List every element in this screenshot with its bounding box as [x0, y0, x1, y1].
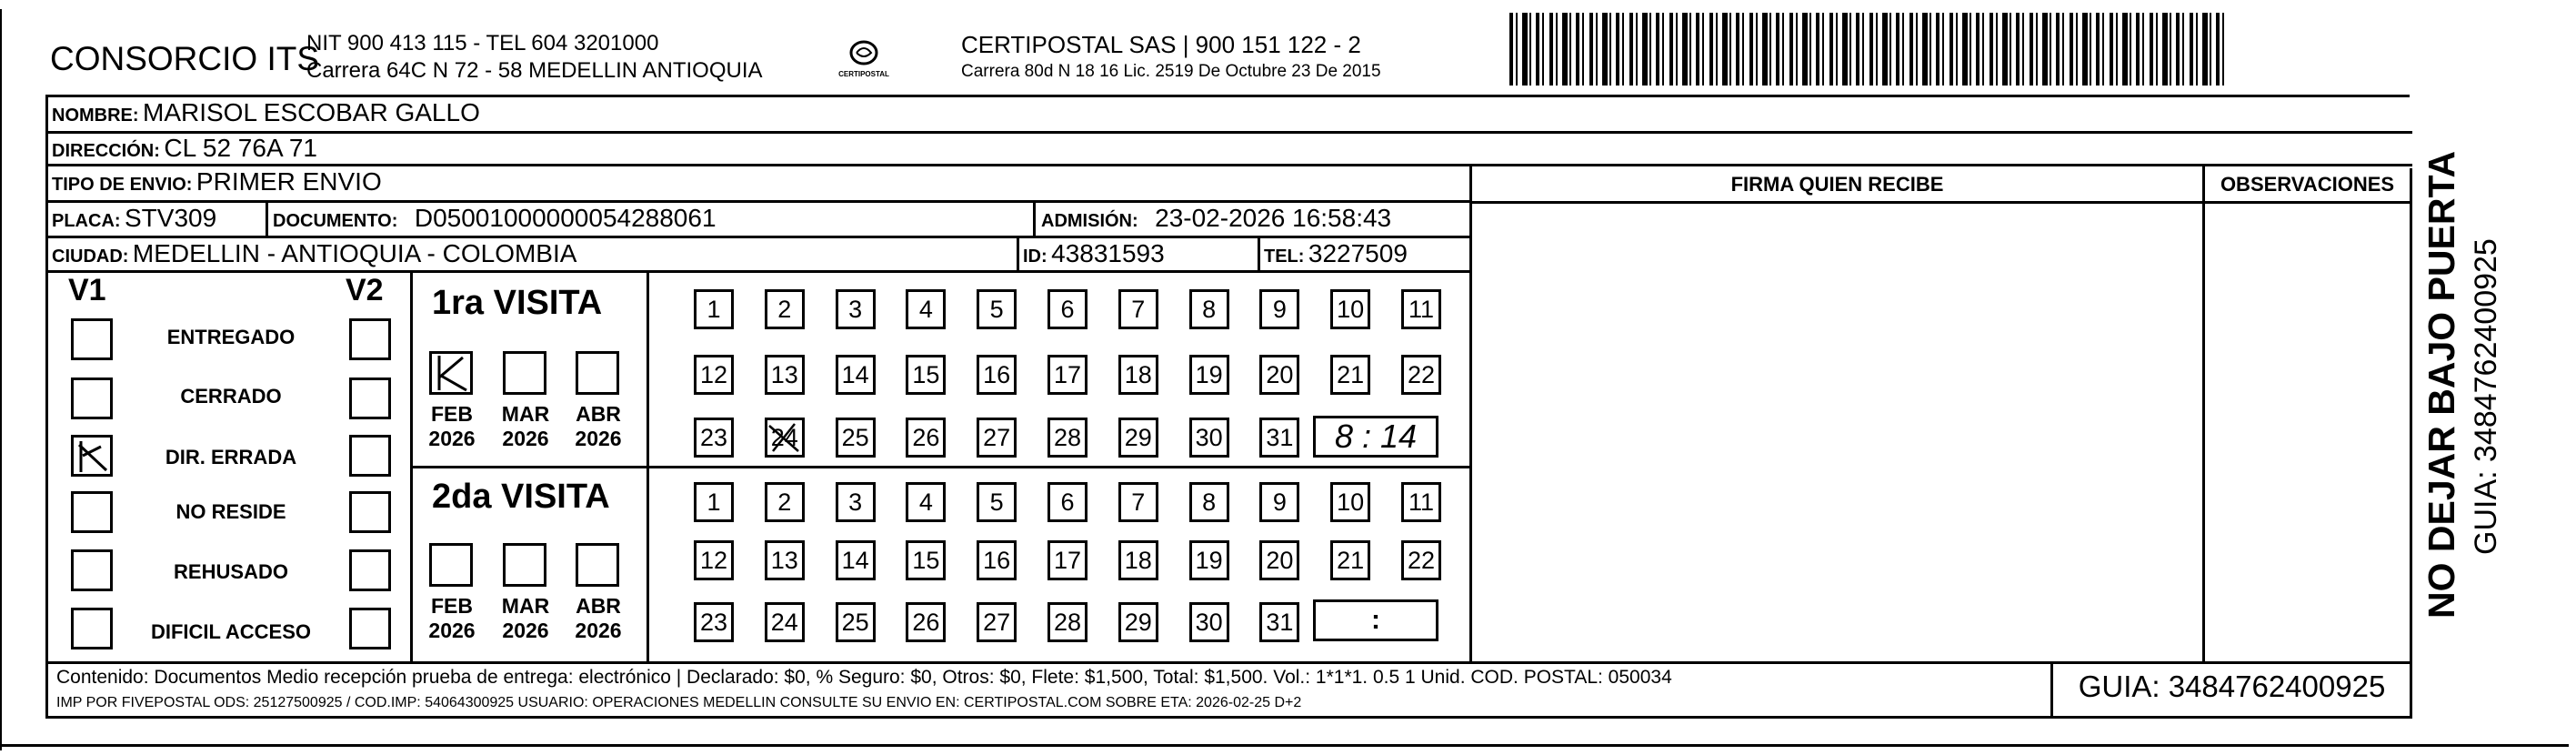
v2-dir-errada-checkbox[interactable]: [349, 435, 391, 477]
visit1-day-14[interactable]: 14: [836, 355, 876, 395]
no-dejar-bajo-puerta-text: NO DEJAR BAJO PUERTA: [2421, 150, 2462, 619]
observaciones-header: OBSERVACIONES: [2220, 173, 2395, 196]
v2-no-reside-checkbox[interactable]: [349, 491, 391, 533]
logo-text: CERTIPOSTAL: [838, 70, 889, 78]
v2-label: V2: [346, 273, 384, 307]
tipo-row: [52, 167, 382, 196]
visit2-day-16[interactable]: 16: [977, 540, 1017, 580]
visit2-day-20[interactable]: 20: [1259, 540, 1299, 580]
v2-dificil-acceso-checkbox[interactable]: [349, 608, 391, 649]
ciudad-value: MEDELLIN - ANTIOQUIA - COLOMBIA: [132, 239, 577, 267]
visit1-day-16[interactable]: 16: [977, 355, 1017, 395]
frame-top: [45, 95, 2410, 97]
visit1-day-3[interactable]: 3: [836, 289, 876, 329]
option-dificil-acceso: DIFICIL ACCESO: [150, 620, 311, 643]
left-edge: [0, 9, 2, 750]
visit2-day-29[interactable]: 29: [1118, 602, 1158, 642]
frame-left: [45, 95, 48, 719]
tel-field: [1264, 239, 1408, 268]
company-nit: NIT 900 413 115 - TEL 604 3201000: [306, 31, 659, 55]
col-header-line: [1469, 201, 2412, 204]
visit2-month-feb-checkbox[interactable]: [429, 543, 473, 587]
visit2-day-31[interactable]: 31: [1259, 602, 1299, 642]
admision-value: 23-02-2026 16:58:43: [1155, 204, 1392, 232]
visit1-day-21[interactable]: 21: [1330, 355, 1370, 395]
direccion-label: DIRECCIÓN:: [52, 141, 160, 161]
visit2-day-4[interactable]: 4: [906, 482, 946, 522]
visit2-day-25[interactable]: 25: [836, 602, 876, 642]
visit1-time-field[interactable]: 8 : 14: [1313, 416, 1438, 458]
admision-field: [1041, 204, 1391, 233]
placa-field: [52, 204, 216, 233]
company-name: CONSORCIO ITS: [50, 40, 320, 77]
visit1-day-11[interactable]: 11: [1401, 289, 1441, 329]
visit-separator: [410, 466, 1471, 468]
v1-dificil-acceso-checkbox[interactable]: [71, 608, 113, 649]
visit2-day-3[interactable]: 3: [836, 482, 876, 522]
visit2-day-2[interactable]: 2: [765, 482, 805, 522]
visit1-day-17[interactable]: 17: [1047, 355, 1088, 395]
row-line-1: [45, 131, 2412, 134]
visit1-month-feb-checkbox[interactable]: [429, 351, 473, 395]
tel-value: 3227509: [1308, 239, 1408, 267]
ciudad-label: CIUDAD:: [52, 247, 129, 267]
documento-label: DOCUMENTO:: [273, 211, 398, 231]
visit2-day-22[interactable]: 22: [1401, 540, 1441, 580]
row-line-2: [45, 164, 2412, 166]
frame-right: [2410, 168, 2412, 719]
direccion-row: [52, 134, 317, 163]
visit2-day-30[interactable]: 30: [1189, 602, 1229, 642]
visit2-day-1[interactable]: 1: [694, 482, 734, 522]
nombre-value: MARISOL ESCOBAR GALLO: [143, 98, 480, 126]
tipo-value: PRIMER ENVIO: [195, 167, 382, 196]
visit2-month-abr-label: ABR 2026: [575, 594, 622, 642]
visit1-day-28[interactable]: 28: [1047, 418, 1088, 458]
visit2-day-27[interactable]: 27: [977, 602, 1017, 642]
visit2-day-18[interactable]: 18: [1118, 540, 1158, 580]
footer-contenido: Contenido: Documentos Medio recepción prueba de entrega: electrónico | Declarado: $0, % Seguro: $0, Otros: $0, Flete: $1,500, Total: $1,500. Vol.: 1*1*1. 0.5 1 Unid. COD. POSTAL: 050034: [56, 667, 1672, 688]
visit1-day-18[interactable]: 18: [1118, 355, 1158, 395]
option-no-reside: NO RESIDE: [175, 500, 286, 523]
v1-dir-errada-check-mark: [74, 438, 110, 474]
id-divider: [1258, 236, 1260, 272]
direccion-value: CL 52 76A 71: [164, 134, 317, 162]
side-guia-text: GUIA: 3484762400925: [2469, 238, 2503, 555]
visit1-month-mar-checkbox[interactable]: [503, 351, 546, 395]
firma-header: FIRMA QUIEN RECIBE: [1730, 173, 1944, 196]
visit2-day-21[interactable]: 21: [1330, 540, 1370, 580]
visit1-day-13[interactable]: 13: [765, 355, 805, 395]
v1-entregado-checkbox[interactable]: [71, 318, 113, 360]
visit1-day-6[interactable]: 6: [1047, 289, 1088, 329]
tipo-label: TIPO DE ENVIO:: [52, 175, 193, 195]
footer-imp: IMP POR FIVEPOSTAL ODS: 25127500925 / COD.IMP: 54064300925 USUARIO: OPERACIONES MEDELLIN CONSULTE SU ENVIO EN: CERTIPOSTAL.COM SOBRE ETA: 2026-02-25 D+2: [56, 695, 1302, 710]
visit1-day-5[interactable]: 5: [977, 289, 1017, 329]
frame-bottom: [45, 716, 2412, 719]
id-label: ID:: [1023, 247, 1047, 267]
visit1-day-10[interactable]: 10: [1330, 289, 1370, 329]
bottom-edge: [0, 744, 2569, 747]
visit2-day-6[interactable]: 6: [1047, 482, 1088, 522]
visit2-month-feb-label: FEB 2026: [428, 594, 476, 642]
visit2-day-11[interactable]: 11: [1401, 482, 1441, 522]
visit1-month-mar-label: MAR 2026: [501, 402, 550, 450]
visit1-month-abr-label: ABR 2026: [575, 402, 622, 450]
visit1-day-8[interactable]: 8: [1189, 289, 1229, 329]
visit1-day-4[interactable]: 4: [906, 289, 946, 329]
visit2-day-13[interactable]: 13: [765, 540, 805, 580]
visit1-month-abr-checkbox[interactable]: [576, 351, 619, 395]
placa-value: STV309: [125, 204, 217, 232]
guia-box-left: [2050, 661, 2053, 716]
company-address: Carrera 64C N 72 - 58 MEDELLIN ANTIOQUIA: [306, 58, 763, 83]
placa-label: PLACA:: [52, 211, 121, 231]
v2-rehusado-checkbox[interactable]: [349, 549, 391, 591]
option-entregado: ENTREGADO: [166, 326, 296, 348]
visit1-day-9[interactable]: 9: [1259, 289, 1299, 329]
visit2-day-5[interactable]: 5: [977, 482, 1017, 522]
guia-box-value: GUIA: 3484762400925: [2078, 669, 2386, 703]
v1-rehusado-checkbox[interactable]: [71, 549, 113, 591]
visit1-day-26[interactable]: 26: [906, 418, 946, 458]
visit2-day-8[interactable]: 8: [1189, 482, 1229, 522]
barcode: [1509, 13, 2228, 86]
visit1-day-30[interactable]: 30: [1189, 418, 1229, 458]
visit1-day-1[interactable]: 1: [694, 289, 734, 329]
option-rehusado: REHUSADO: [174, 560, 288, 583]
visit2-day-10[interactable]: 10: [1330, 482, 1370, 522]
option-cerrado: CERRADO: [180, 385, 282, 408]
visit2-month-mar-label: MAR 2026: [501, 594, 550, 642]
admision-label: ADMISIÓN:: [1041, 211, 1138, 231]
visit2-day-26[interactable]: 26: [906, 602, 946, 642]
visit2-day-17[interactable]: 17: [1047, 540, 1088, 580]
visit2-day-9[interactable]: 9: [1259, 482, 1299, 522]
visit1-day-12[interactable]: 12: [694, 355, 734, 395]
visit1-day-check-mark: [767, 420, 802, 455]
row-line-3: [45, 200, 1471, 203]
visit2-day-24[interactable]: 24: [765, 602, 805, 642]
visit1-day-19[interactable]: 19: [1189, 355, 1229, 395]
nombre-label: NOMBRE:: [52, 106, 139, 126]
visit2-day-23[interactable]: 23: [694, 602, 734, 642]
visit1-day-25[interactable]: 25: [836, 418, 876, 458]
ciudad-divider: [1017, 236, 1019, 272]
visit2-month-mar-checkbox[interactable]: [503, 543, 546, 587]
certipostal-logo: [838, 36, 889, 84]
v1-no-reside-checkbox[interactable]: [71, 491, 113, 533]
visit2-time-field[interactable]: :: [1313, 599, 1438, 641]
v2-cerrado-checkbox[interactable]: [349, 378, 391, 419]
visit1-day-2[interactable]: 2: [765, 289, 805, 329]
carrier-license: Carrera 80d N 18 16 Lic. 2519 De Octubre 23 De 2015: [961, 62, 1381, 81]
tel-label: TEL:: [1264, 247, 1305, 267]
documento-divider: [1033, 200, 1036, 237]
visit2-day-19[interactable]: 19: [1189, 540, 1229, 580]
visit1-title: 1ra VISITA: [432, 284, 603, 322]
id-value: 43831593: [1051, 239, 1165, 267]
visit2-day-28[interactable]: 28: [1047, 602, 1088, 642]
documento-field: [273, 204, 717, 233]
visit2-day-7[interactable]: 7: [1118, 482, 1158, 522]
carrier-name: CERTIPOSTAL SAS | 900 151 122 - 2: [961, 31, 1361, 58]
visit2-month-abr-checkbox[interactable]: [576, 543, 619, 587]
visit1-day-20[interactable]: 20: [1259, 355, 1299, 395]
v1-cerrado-checkbox[interactable]: [71, 378, 113, 419]
visit1-day-22[interactable]: 22: [1401, 355, 1441, 395]
documento-value: D05001000000054288061: [414, 204, 717, 232]
visit1-day-24-marked[interactable]: 24: [765, 418, 805, 458]
obs-col-left: [2202, 164, 2205, 664]
visit1-feb-check-mark: [432, 354, 470, 392]
visit1-day-27[interactable]: 27: [977, 418, 1017, 458]
visit2-day-12[interactable]: 12: [694, 540, 734, 580]
v1-label: V1: [68, 273, 106, 307]
visit2-day-14[interactable]: 14: [836, 540, 876, 580]
option-dir-errada: DIR. ERRADA: [165, 446, 297, 468]
visit2-day-15[interactable]: 15: [906, 540, 946, 580]
footer-line: [45, 661, 2412, 664]
nombre-row: [52, 98, 480, 127]
visit1-day-15[interactable]: 15: [906, 355, 946, 395]
placa-divider: [266, 200, 268, 237]
visit1-month-feb-label: FEB 2026: [428, 402, 476, 450]
visit2-title: 2da VISITA: [432, 478, 610, 516]
visit1-day-7[interactable]: 7: [1118, 289, 1158, 329]
id-field: [1023, 239, 1165, 268]
visit1-day-23[interactable]: 23: [694, 418, 734, 458]
v2-entregado-checkbox[interactable]: [349, 318, 391, 360]
v1-dir-errada-checkbox[interactable]: [71, 435, 113, 477]
visit1-day-29[interactable]: 29: [1118, 418, 1158, 458]
firma-col-left: [1469, 164, 1472, 664]
visit1-day-31[interactable]: 31: [1259, 418, 1299, 458]
ciudad-field: [52, 239, 576, 268]
